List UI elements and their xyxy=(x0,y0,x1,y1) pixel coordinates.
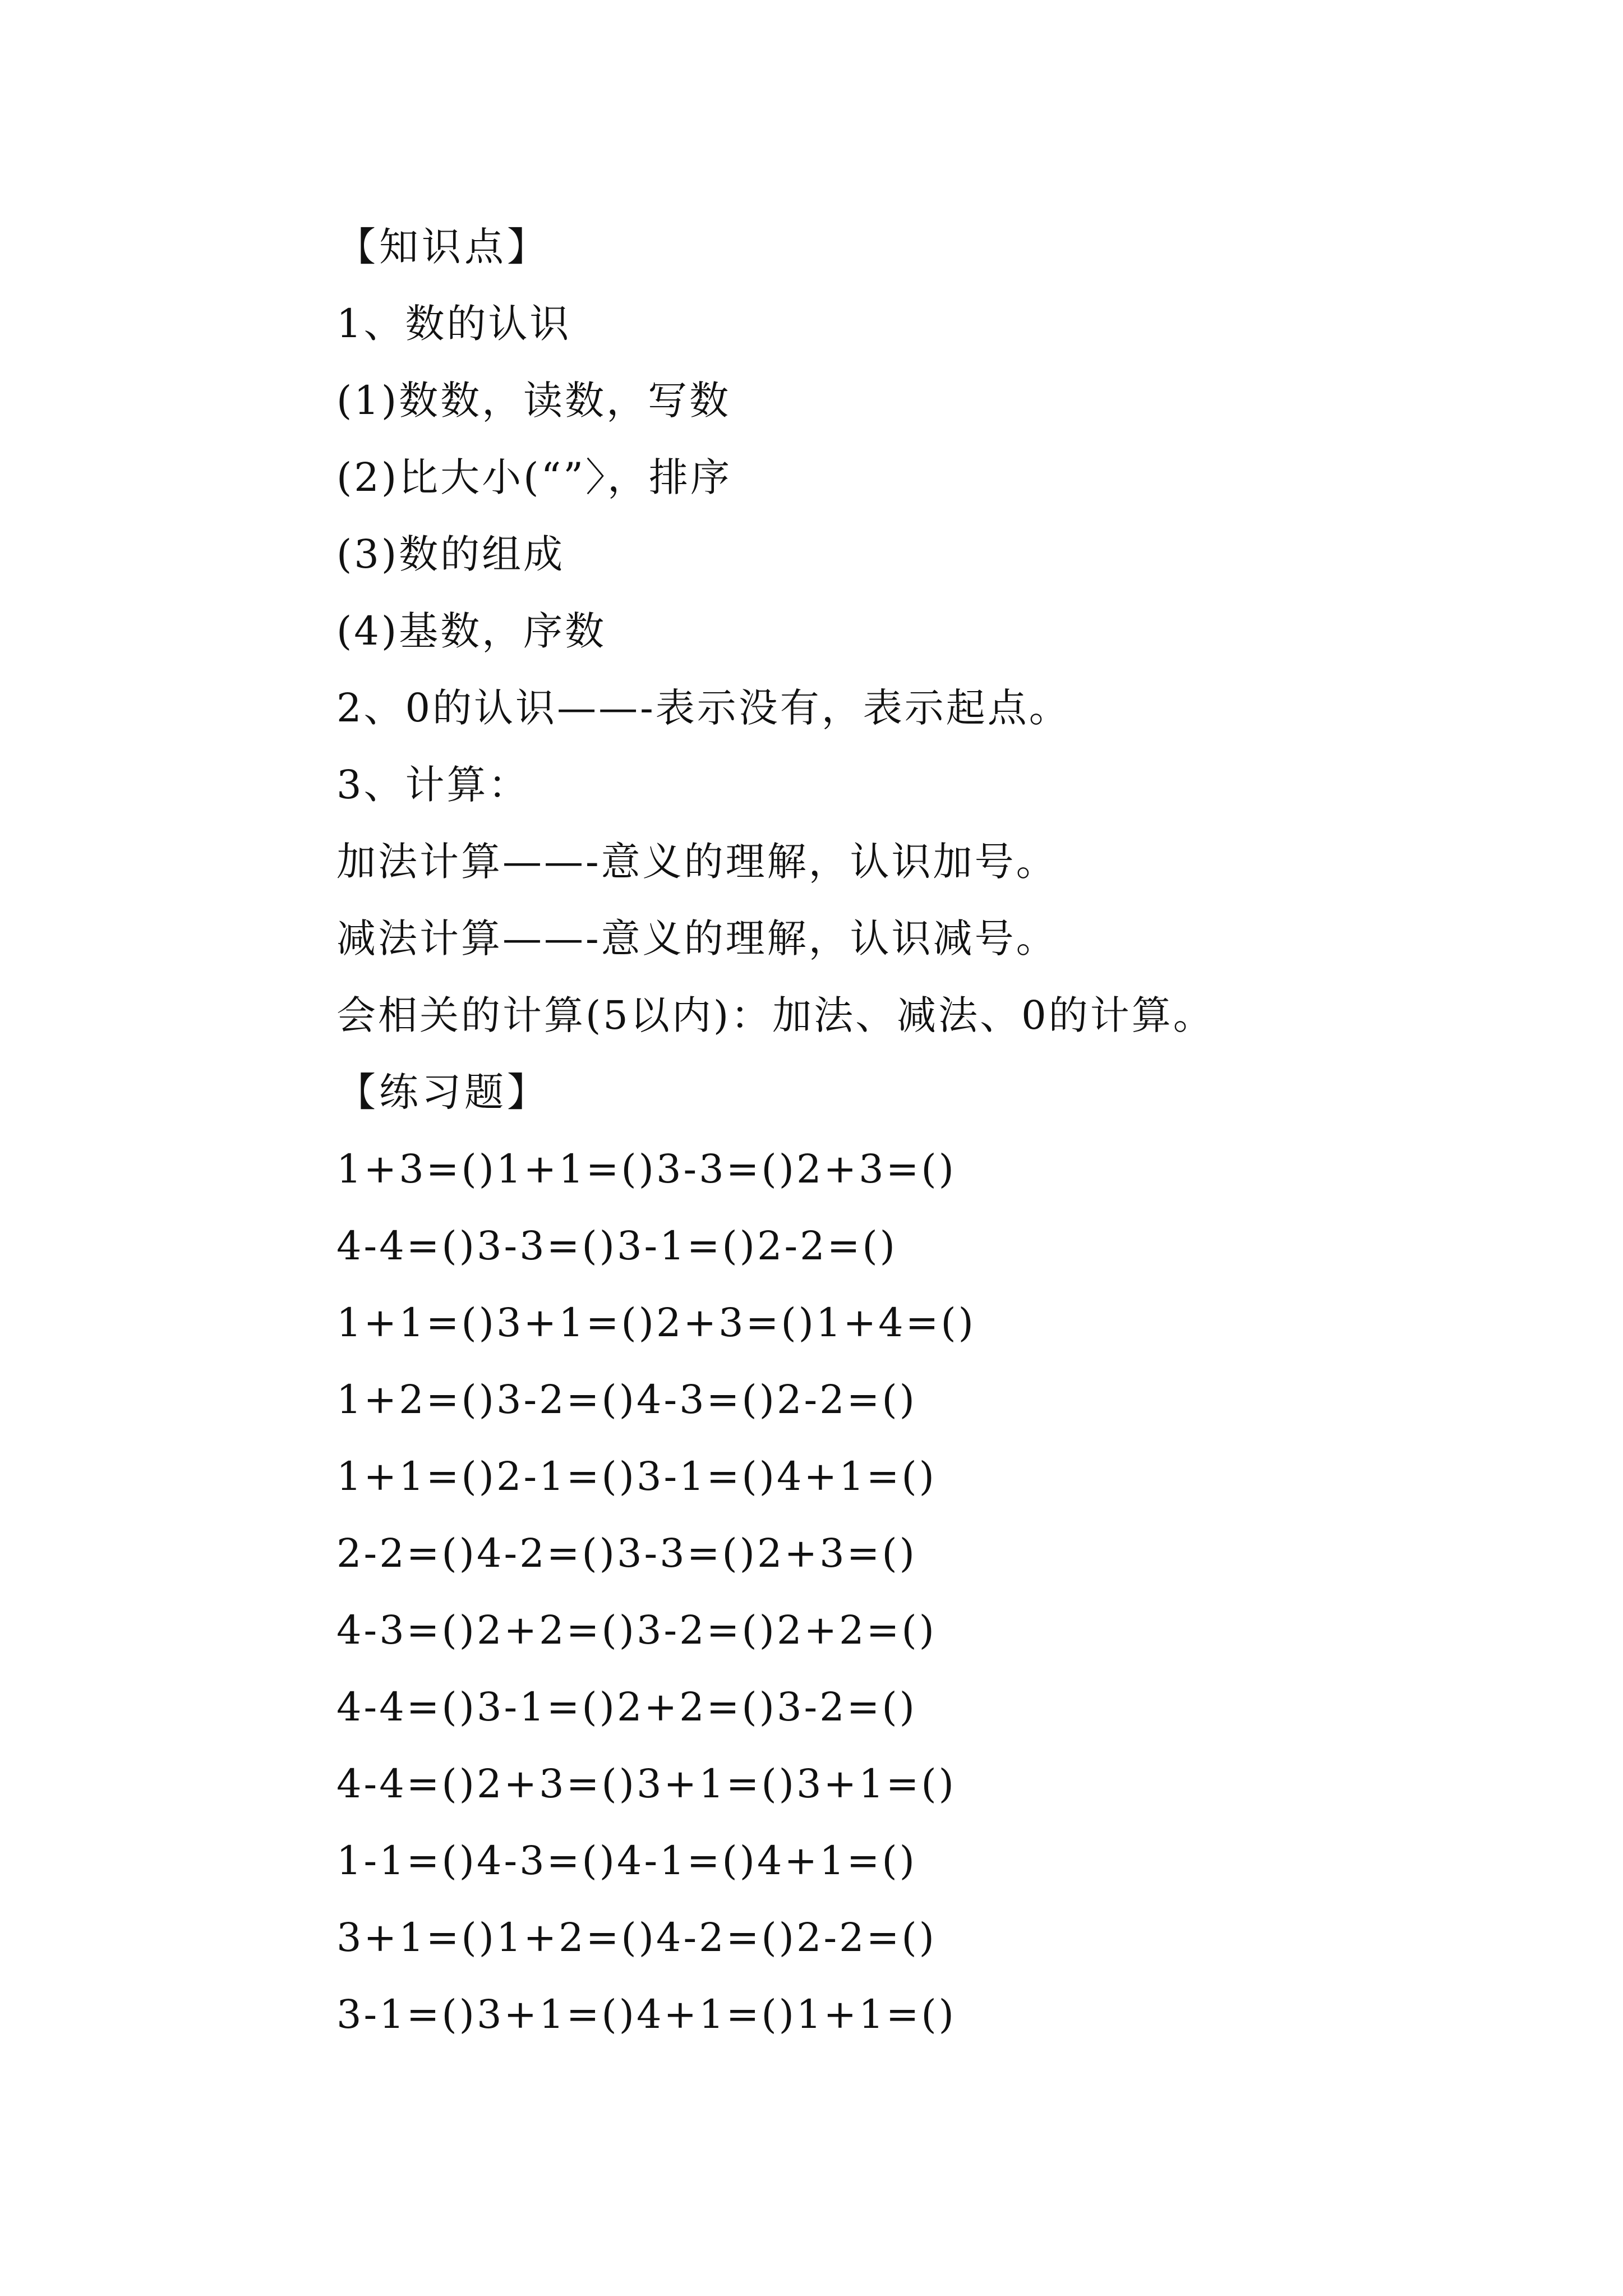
exercise-row: 1+2=()3-2=()4-3=()2-2=() xyxy=(336,1377,917,1423)
knowledge-line-zero: 2、0的认识——-表示没有，表示起点。 xyxy=(336,685,1071,731)
knowledge-line-calculation: 3、计算： xyxy=(336,762,530,808)
knowledge-line-addition: 加法计算——-意义的理解，认识加号。 xyxy=(336,839,1058,885)
document-content xyxy=(336,209,1458,2053)
exercise-row: 4-4=()3-1=()2+2=()3-2=() xyxy=(336,1684,917,1730)
exercise-row: 2-2=()4-2=()3-3=()2+3=() xyxy=(336,1530,917,1576)
exercise-row: 4-3=()2+2=()3-2=()2+2=() xyxy=(336,1607,937,1653)
exercise-row: 4-4=()3-3=()3-1=()2-2=() xyxy=(336,1223,897,1269)
knowledge-line-subtraction: 减法计算——-意义的理解，认识减号。 xyxy=(336,915,1058,961)
knowledge-line-cardinal-ordinal: (4)基数，序数 xyxy=(336,608,607,654)
knowledge-line-compare: (2)比大小(“”〉，排序 xyxy=(336,454,732,500)
exercise-row: 3+1=()1+2=()4-2=()2-2=() xyxy=(336,1915,937,1961)
knowledge-line-counting: (1)数数，读数，写数 xyxy=(336,378,731,424)
knowledge-line-related-calc: 会相关的计算(5以内)：加法、减法、0的计算。 xyxy=(336,992,1215,1038)
exercises-heading: 【练习题】 xyxy=(336,1069,550,1115)
exercise-row: 1-1=()4-3=()4-1=()4+1=() xyxy=(336,1838,917,1884)
exercise-row: 1+1=()3+1=()2+3=()1+4=() xyxy=(336,1300,976,1346)
knowledge-line-number-recognition: 1、数的认识 xyxy=(336,301,571,347)
knowledge-line-composition: (3)数的组成 xyxy=(336,531,565,577)
exercise-row: 4-4=()2+3=()3+1=()3+1=() xyxy=(336,1761,956,1807)
knowledge-heading: 【知识点】 xyxy=(336,224,550,270)
exercise-row: 1+1=()2-1=()3-1=()4+1=() xyxy=(336,1453,937,1499)
exercise-row: 1+3=()1+1=()3-3=()2+3=() xyxy=(336,1146,956,1192)
exercise-row: 3-1=()3+1=()4+1=()1+1=() xyxy=(336,1991,956,2037)
